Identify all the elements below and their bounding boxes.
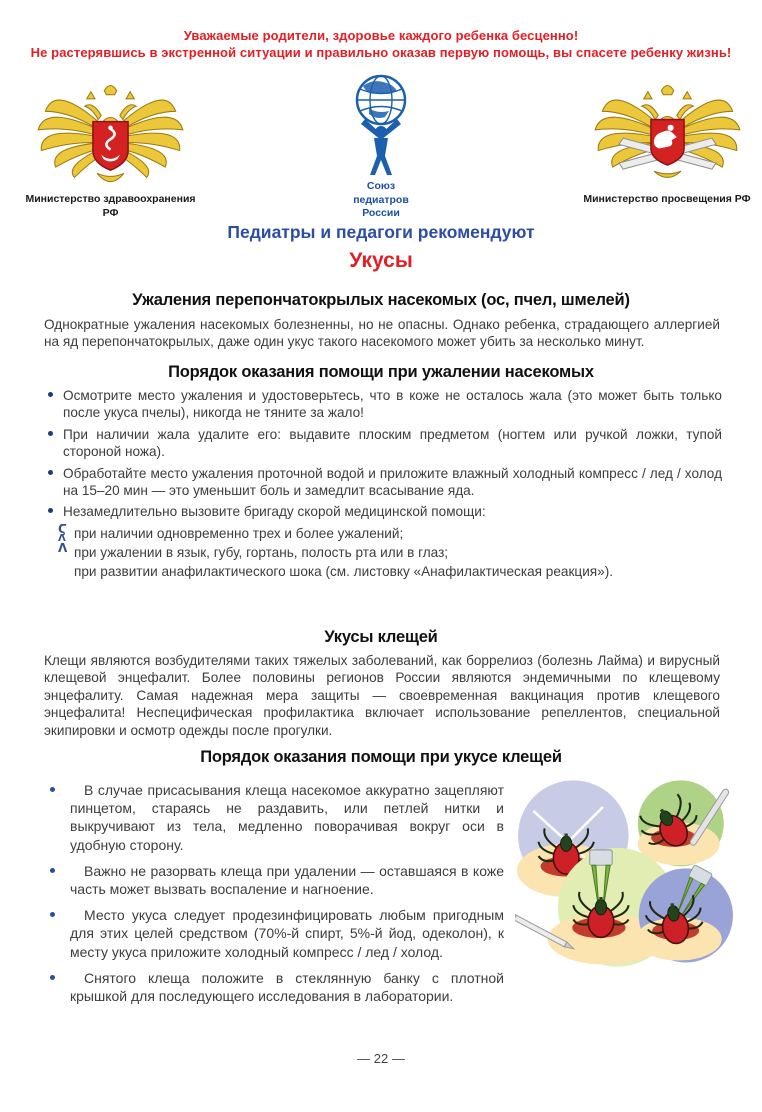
list-item: Ϛ Λ при наличии одновременно трех и более ужалений; — [58, 521, 404, 545]
header-line-2: Не растерявшись в экстренной ситуации и правильно оказав первую помощь, вы спасете ребенку жизнь! — [30, 45, 732, 60]
bullet-dot-icon — [50, 912, 55, 917]
bullet-dot-icon — [50, 868, 55, 873]
bullet-dot-icon — [50, 975, 55, 980]
bullet-dot-icon — [48, 431, 53, 436]
list-item: Λ при ужалении в язык, губу, гортань, полость рта или в глаз; — [58, 541, 449, 561]
sub-bullet-glyph-icon: Λ — [58, 541, 68, 556]
list-item: Незамедлительно вызовите бригаду скорой медицинской помощи: — [46, 503, 722, 520]
section2-title: Порядок оказания помощи при ужалении насекомых — [168, 363, 594, 381]
list-item: В случае присасывания клеща насекомое аккуратно зацепляют пинцетом, стараясь не раздавить, или петлей нитки и выкручивают из тела, медленно поворачивая вокруг оси в удобную сторону. — [46, 781, 504, 854]
education-ministry-emblem-icon — [590, 74, 745, 192]
list-item: Снятого клеща положите в стеклянную банку с плотной крышкой для последующего исследования в лаборатории. — [46, 969, 504, 1005]
recommend-line: Педиатры и педагоги рекомендуют — [227, 222, 535, 242]
education-ministry-caption: Министерство просвещения РФ — [583, 193, 751, 205]
health-ministry-emblem-icon — [33, 74, 188, 192]
sub-bullet-glyph-icon: Ϛ Λ — [58, 521, 67, 545]
header-line-1: Уважаемые родители, здоровье каждого ребенка бесценно! — [183, 28, 579, 43]
tick-removal-illustration — [515, 772, 735, 977]
pediatricians-union-logo-icon — [341, 74, 421, 178]
list-item: При наличии жала удалите его: выдавите плоским предметом (ногтем или ручкой ложки, тупой стороной ножа). — [46, 426, 722, 461]
page-number: — 22 — — [357, 1051, 405, 1066]
list-item: Место укуса следует продезинфицировать любым пригодным для этих целей средством (70%-й спирт, 5%-й йод, одеколон), к месту укуса приложите холодный компресс / лед / холод. — [46, 906, 504, 961]
section1-body: Однократные ужаления насекомых болезненны, но не опасны. Однако ребенка, страдающего аллергией на яд перепончатокрылых, даже один укус такого насекомого может убить за несколько минут. — [44, 317, 720, 350]
list-item: при развитии анафилактического шока (см. листовку «Анафилактическая реакция»). — [74, 564, 614, 579]
list-item: Важно не разорвать клеща при удалении — оставшаяся в коже часть может вызвать воспаление и нагноение. — [46, 862, 504, 898]
tick-aid-list — [46, 781, 504, 1005]
bullet-dot-icon — [48, 392, 53, 397]
section1-title: Ужаления перепончатокрылых насекомых (ос, пчел, шмелей) — [132, 291, 630, 309]
bullet-dot-icon — [48, 470, 53, 475]
section4-title: Порядок оказания помощи при укусе клещей — [200, 748, 562, 766]
health-ministry-caption: Министерство здравоохранения РФ — [25, 193, 196, 219]
section3-title: Укусы клещей — [324, 628, 438, 646]
sting-aid-list — [46, 387, 722, 521]
bullet-dot-icon — [48, 508, 53, 513]
bullet-dot-icon — [50, 787, 55, 792]
list-item: Осмотрите место ужаления и удостоверьтесь, что в коже не осталось жала (это может быть только после укуса пчелы), никогда не тяните за жало! — [46, 387, 722, 422]
ambulance-reasons-sublist — [46, 521, 722, 581]
pediatricians-union-caption: Союз педиатров России — [353, 180, 409, 220]
page-title: Укусы — [349, 249, 413, 272]
section3-body: Клещи являются возбудителями таких тяжелых заболеваний, как боррелиоз (болезнь Лайма) и вирусный клещевой энцефалит. Более половины регионов России являются эндемичными по клещевому энцефалиту. Самая надежная мера защиты — своевременная вакцинация против клещевого энцефалита! Неспецифическая профилактика включает использование репеллентов, специальной экипировки и осмотр одежды после прогулки. — [44, 653, 720, 738]
list-item: Обработайте место ужаления проточной водой и приложите влажный холодный компресс / лед / холод на 15–20 мин — это уменьшит боль и замедлит всасывание яда. — [46, 465, 722, 500]
